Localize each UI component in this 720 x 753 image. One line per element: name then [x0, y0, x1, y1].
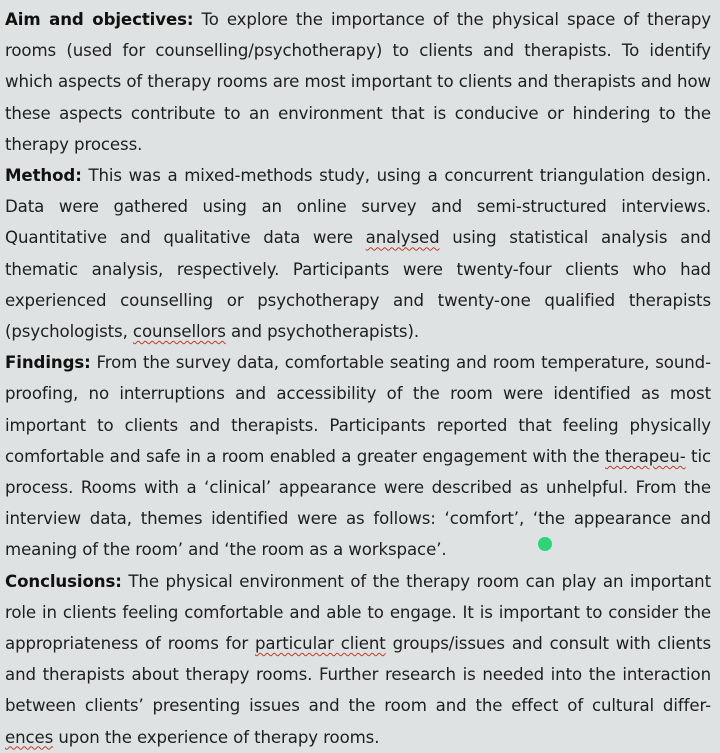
- spellcheck-flag-counsellors[interactable]: counsellors: [132, 322, 226, 342]
- conclusions-section: [5, 566, 711, 753]
- conclusions-text-1: The physical environment of the therapy room can play an important role in clients feeling comfortable and able to engage. It is important to consider the appropriateness of rooms for: [5, 571, 711, 654]
- conclusions-text-2: groups/issues and consult with clients and therapists about therapy rooms. Further research is needed into the interaction between clients’ presenting issues and the room and the effect of cultural differ-: [5, 634, 711, 716]
- method-label: Method:: [5, 166, 82, 186]
- spellcheck-flag-particular-client[interactable]: particular client: [255, 634, 386, 654]
- spellcheck-flag-ences[interactable]: ences: [5, 727, 54, 747]
- conclusions-label: Conclusions:: [5, 571, 122, 591]
- findings-label: Findings:: [5, 353, 91, 373]
- findings-text-1: From the survey data, comfortable seating and room temperature, sound-proofing, no interruptions and accessibility of the room were identified as most important to clients and therapists. Participants reported that feeling physically comfortable and safe in a room enabled a greater engagement with the: [5, 353, 711, 466]
- method-text-1: This was a mixed-methods study, using a concurrent triangulation design. Data were gathered using an online survey and semi-structured interviews. Quantitative and qualitative data were: [5, 166, 711, 248]
- cursor-marker-dot: [538, 537, 552, 551]
- method-section: [5, 160, 711, 347]
- spellcheck-flag-therapeu[interactable]: therapeu-: [605, 446, 686, 466]
- abstract-text: [5, 4, 711, 753]
- findings-section: [5, 347, 711, 565]
- aim-section: [5, 4, 711, 160]
- findings-text-2: tic process. Rooms with a ‘clinical’ appearance were described as unhelpful. From the interview data, themes identified were as follows: ‘comfort’, ‘the appearance and meaning of the room’ and ‘the room as a workspace’.: [5, 446, 711, 560]
- method-text-2: using statistical analysis and thematic analysis, respectively. Participants were twenty-four clients who had experienced counselling or psychotherapy and twenty-one qualified therapists (psychologists,: [5, 228, 711, 342]
- aim-text: To explore the importance of the physical space of therapy rooms (used for counselling/psychotherapy) to clients and therapists. To identify which aspects of therapy rooms are most important to clients and therapists and how these aspects contribute to an environment that is conducive or hindering to the therapy process.: [5, 10, 712, 154]
- conclusions-text-3: upon the experience of therapy rooms.: [53, 727, 380, 747]
- method-text-3: and psychotherapists).: [225, 322, 419, 342]
- aim-label: Aim and objectives:: [5, 10, 194, 29]
- spellcheck-flag-analysed[interactable]: analysed: [365, 228, 440, 248]
